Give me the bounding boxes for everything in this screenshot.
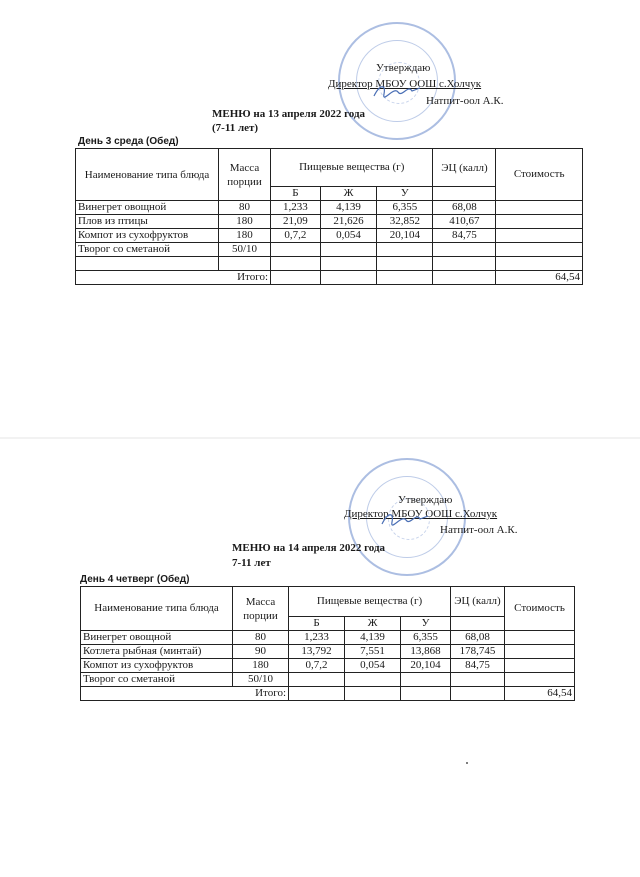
table-row <box>76 215 583 229</box>
cell-u: 6,355 <box>377 201 433 215</box>
cell-empty <box>345 687 401 701</box>
cell-b: 0,7,2 <box>289 659 345 673</box>
cell-empty <box>289 687 345 701</box>
cell-mass: 50/10 <box>219 243 271 257</box>
cell-name: Винегрет овощной <box>76 201 219 215</box>
table-row <box>76 257 583 271</box>
header-mass: Масса порции <box>233 587 289 631</box>
cell-mass: 80 <box>233 631 289 645</box>
approval-block <box>338 494 538 544</box>
cell-name: Винегрет овощной <box>81 631 233 645</box>
header-u: У <box>377 187 433 201</box>
cell-u: 20,104 <box>401 659 451 673</box>
header-name: Наименование типа блюда <box>76 149 219 201</box>
table-header-row <box>76 149 583 187</box>
cell-b: 21,09 <box>271 215 321 229</box>
cell-name: Компот из сухофруктов <box>81 659 233 673</box>
cell-zh <box>320 243 376 257</box>
total-label: Итого: <box>76 271 271 285</box>
cell-cost <box>496 229 583 243</box>
scan-speck <box>466 762 468 764</box>
menu-title: МЕНЮ на 13 апреля 2022 года <box>212 108 366 120</box>
header-nutrients: Пищевые вещества (г) <box>289 587 451 617</box>
cell-empty <box>451 687 505 701</box>
cell-mass: 180 <box>233 659 289 673</box>
cell-cost <box>505 659 575 673</box>
header-b: Б <box>289 617 345 631</box>
menu-day: День 4 четверг (Обед) <box>80 574 190 585</box>
table-row <box>81 659 575 673</box>
cell-zh: 0,054 <box>320 229 376 243</box>
cell-mass <box>219 257 271 271</box>
total-label: Итого: <box>81 687 289 701</box>
approval-line-3: Натпит-оол А.К. <box>440 524 518 536</box>
table-row <box>81 631 575 645</box>
cell-name <box>76 257 219 271</box>
approval-line-2: Директор МБОУ ООШ с.Холчук <box>328 78 482 90</box>
cell-u: 6,355 <box>401 631 451 645</box>
director-signature <box>380 510 430 528</box>
cell-energy <box>451 673 505 687</box>
table-row <box>81 673 575 687</box>
cell-zh: 21,626 <box>320 215 376 229</box>
cell-mass: 80 <box>219 201 271 215</box>
cell-b <box>271 257 321 271</box>
approval-line-3: Натпит-оол А.К. <box>426 95 504 107</box>
cell-mass: 180 <box>219 215 271 229</box>
cell-energy: 84,75 <box>433 229 496 243</box>
cell-cost <box>505 631 575 645</box>
table-row <box>76 229 583 243</box>
cell-name: Компот из сухофруктов <box>76 229 219 243</box>
cell-zh: 7,551 <box>345 645 401 659</box>
menu-day: День 3 среда (Обед) <box>78 136 179 147</box>
cell-cost <box>496 257 583 271</box>
table-row <box>76 243 583 257</box>
header-b: Б <box>271 187 321 201</box>
cell-b: 13,792 <box>289 645 345 659</box>
header-cost: Стоимость <box>505 587 575 631</box>
cell-zh: 4,139 <box>320 201 376 215</box>
cell-b <box>271 243 321 257</box>
cell-u <box>377 243 433 257</box>
header-energy: ЭЦ (калл) <box>433 149 496 187</box>
menu-age: (7-11 лет) <box>212 122 259 134</box>
cell-energy: 410,67 <box>433 215 496 229</box>
approval-line-1: Утверждаю <box>376 62 431 74</box>
cell-zh <box>320 257 376 271</box>
cell-energy: 84,75 <box>451 659 505 673</box>
cell-empty <box>271 271 321 285</box>
cell-b <box>289 673 345 687</box>
cell-cost <box>505 673 575 687</box>
header-mass: Масса порции <box>219 149 271 201</box>
cell-zh: 4,139 <box>345 631 401 645</box>
total-cost: 64,54 <box>505 687 575 701</box>
menu-age: 7-11 лет <box>232 557 271 569</box>
total-cost: 64,54 <box>496 271 583 285</box>
cell-cost <box>496 243 583 257</box>
cell-mass: 50/10 <box>233 673 289 687</box>
menu-sheet-1 <box>0 0 640 438</box>
cell-empty <box>401 687 451 701</box>
table-header-row <box>81 587 575 617</box>
menu-title: МЕНЮ на 14 апреля 2022 года <box>232 542 386 554</box>
header-zh: Ж <box>320 187 376 201</box>
cell-empty <box>433 271 496 285</box>
header-energy: ЭЦ (калл) <box>451 587 505 617</box>
cell-name: Творог со сметаной <box>76 243 219 257</box>
table-row <box>81 645 575 659</box>
cell-zh <box>345 673 401 687</box>
cell-cost <box>496 201 583 215</box>
cell-empty <box>377 271 433 285</box>
approval-line-1: Утверждаю <box>398 494 453 506</box>
header-u: У <box>401 617 451 631</box>
header-energy-sub <box>451 617 505 631</box>
menu-sheet-2 <box>0 438 640 877</box>
cell-empty <box>320 271 376 285</box>
cell-mass: 90 <box>233 645 289 659</box>
header-zh: Ж <box>345 617 401 631</box>
cell-energy: 178,745 <box>451 645 505 659</box>
cell-u: 13,868 <box>401 645 451 659</box>
cell-u <box>401 673 451 687</box>
cell-name: Творог со сметаной <box>81 673 233 687</box>
cell-energy <box>433 257 496 271</box>
cell-cost <box>496 215 583 229</box>
cell-zh: 0,054 <box>345 659 401 673</box>
cell-energy: 68,08 <box>451 631 505 645</box>
cell-energy <box>433 243 496 257</box>
approval-line-2: Директор МБОУ ООШ с.Холчук <box>344 508 498 520</box>
menu-table <box>80 586 575 701</box>
table-total-row <box>76 271 583 285</box>
header-cost: Стоимость <box>496 149 583 201</box>
table-total-row <box>81 687 575 701</box>
cell-name: Котлета рыбная (минтай) <box>81 645 233 659</box>
cell-u: 20,104 <box>377 229 433 243</box>
cell-mass: 180 <box>219 229 271 243</box>
table-row <box>76 201 583 215</box>
menu-table <box>75 148 583 285</box>
cell-energy: 68,08 <box>433 201 496 215</box>
cell-b: 0,7,2 <box>271 229 321 243</box>
cell-u <box>377 257 433 271</box>
cell-name: Плов из птицы <box>76 215 219 229</box>
header-energy-sub <box>433 187 496 201</box>
cell-b: 1,233 <box>289 631 345 645</box>
cell-b: 1,233 <box>271 201 321 215</box>
cell-cost <box>505 645 575 659</box>
header-name: Наименование типа блюда <box>81 587 233 631</box>
cell-u: 32,852 <box>377 215 433 229</box>
director-signature <box>372 82 422 100</box>
header-nutrients: Пищевые вещества (г) <box>271 149 433 187</box>
